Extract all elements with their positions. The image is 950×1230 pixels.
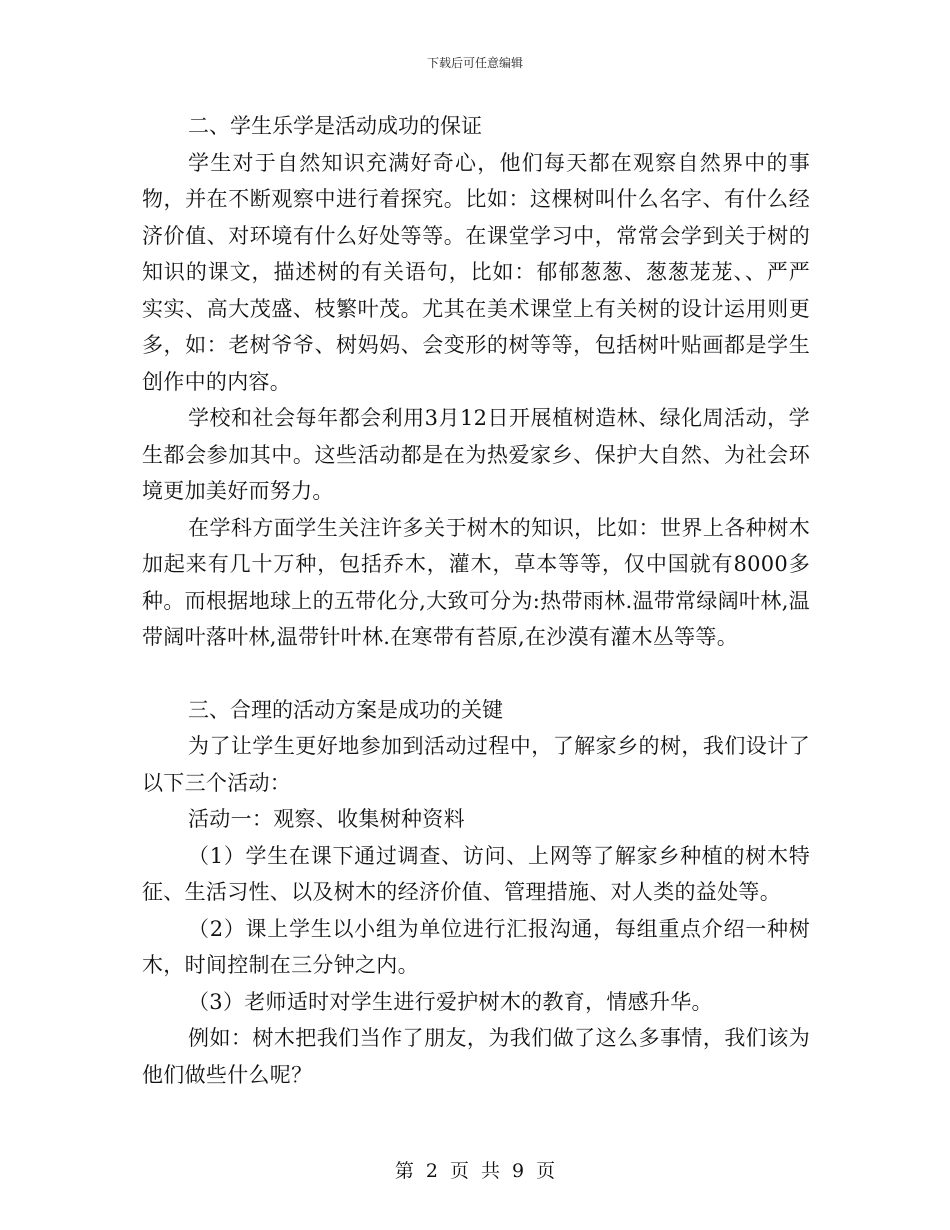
paragraph: 例如：树木把我们当作了朋友，为我们做了这么多事情，我们该为他们做些什么呢？	[142, 1026, 810, 1087]
activity-title: 活动一：观察、收集树种资料	[188, 807, 465, 831]
list-item: （1）学生在课下通过调查、访问、上网等了解家乡种植的树木特征、生活习性、以及树木的经济价值、管理措施、对人类的益处等。	[142, 843, 810, 904]
section-heading: 三、合理的活动方案是成功的关键	[188, 697, 503, 722]
page-header: 下载后可任意编辑	[426, 56, 523, 70]
section-gap	[142, 656, 810, 692]
section-heading: 二、学生乐学是活动成功的保证	[188, 114, 482, 138]
document-body	[142, 108, 810, 1093]
paragraph: 学校和社会每年都会利用3月12日开展植树造林、绿化周活动，学生都会参加其中。这些活动都是在为热爱家乡、保护大自然、为社会环境更加美好而努力。	[142, 406, 810, 503]
paragraph: 为了让学生更好地参加到活动过程中，了解家乡的树，我们设计了以下三个活动：	[142, 734, 810, 795]
list-item: （3）老师适时对学生进行爱护树木的教育，情感升华。	[188, 989, 713, 1014]
page-footer: 第 2 页 共 9 页	[394, 1160, 556, 1182]
list-item: （2）课上学生以小组为单位进行汇报沟通，每组重点介绍一种树木，时间控制在三分钟之内。	[142, 916, 810, 977]
paragraph: 学生对于自然知识充满好奇心，他们每天都在观察自然界中的事物，并在不断观察中进行着探究。比如：这棵树叫什么名字、有什么经济价值、对环境有什么好处等等。在课堂学习中，常常会学到关于树的知识的课文，描述树的有关语句，比如：郁郁葱葱、葱葱茏茏、、严严实实、高大茂盛、枝繁叶茂。尤其在美术课堂上有关树的设计运用则更多，如：老树爷爷、树妈妈、会变形的树等等，包括树叶贴画都是学生创作中的内容。	[142, 150, 810, 394]
paragraph: 在学科方面学生关注许多关于树木的知识，比如：世界上各种树木加起来有几十万种，包括乔木，灌木，草本等等，仅中国就有8000多种。而根据地球上的五带化分,大致可分为:热带雨林.温带常绿阔叶林,温带阔叶落叶林,温带针叶林.在寒带有苔原,在沙漠有灌木丛等等。	[142, 515, 810, 649]
